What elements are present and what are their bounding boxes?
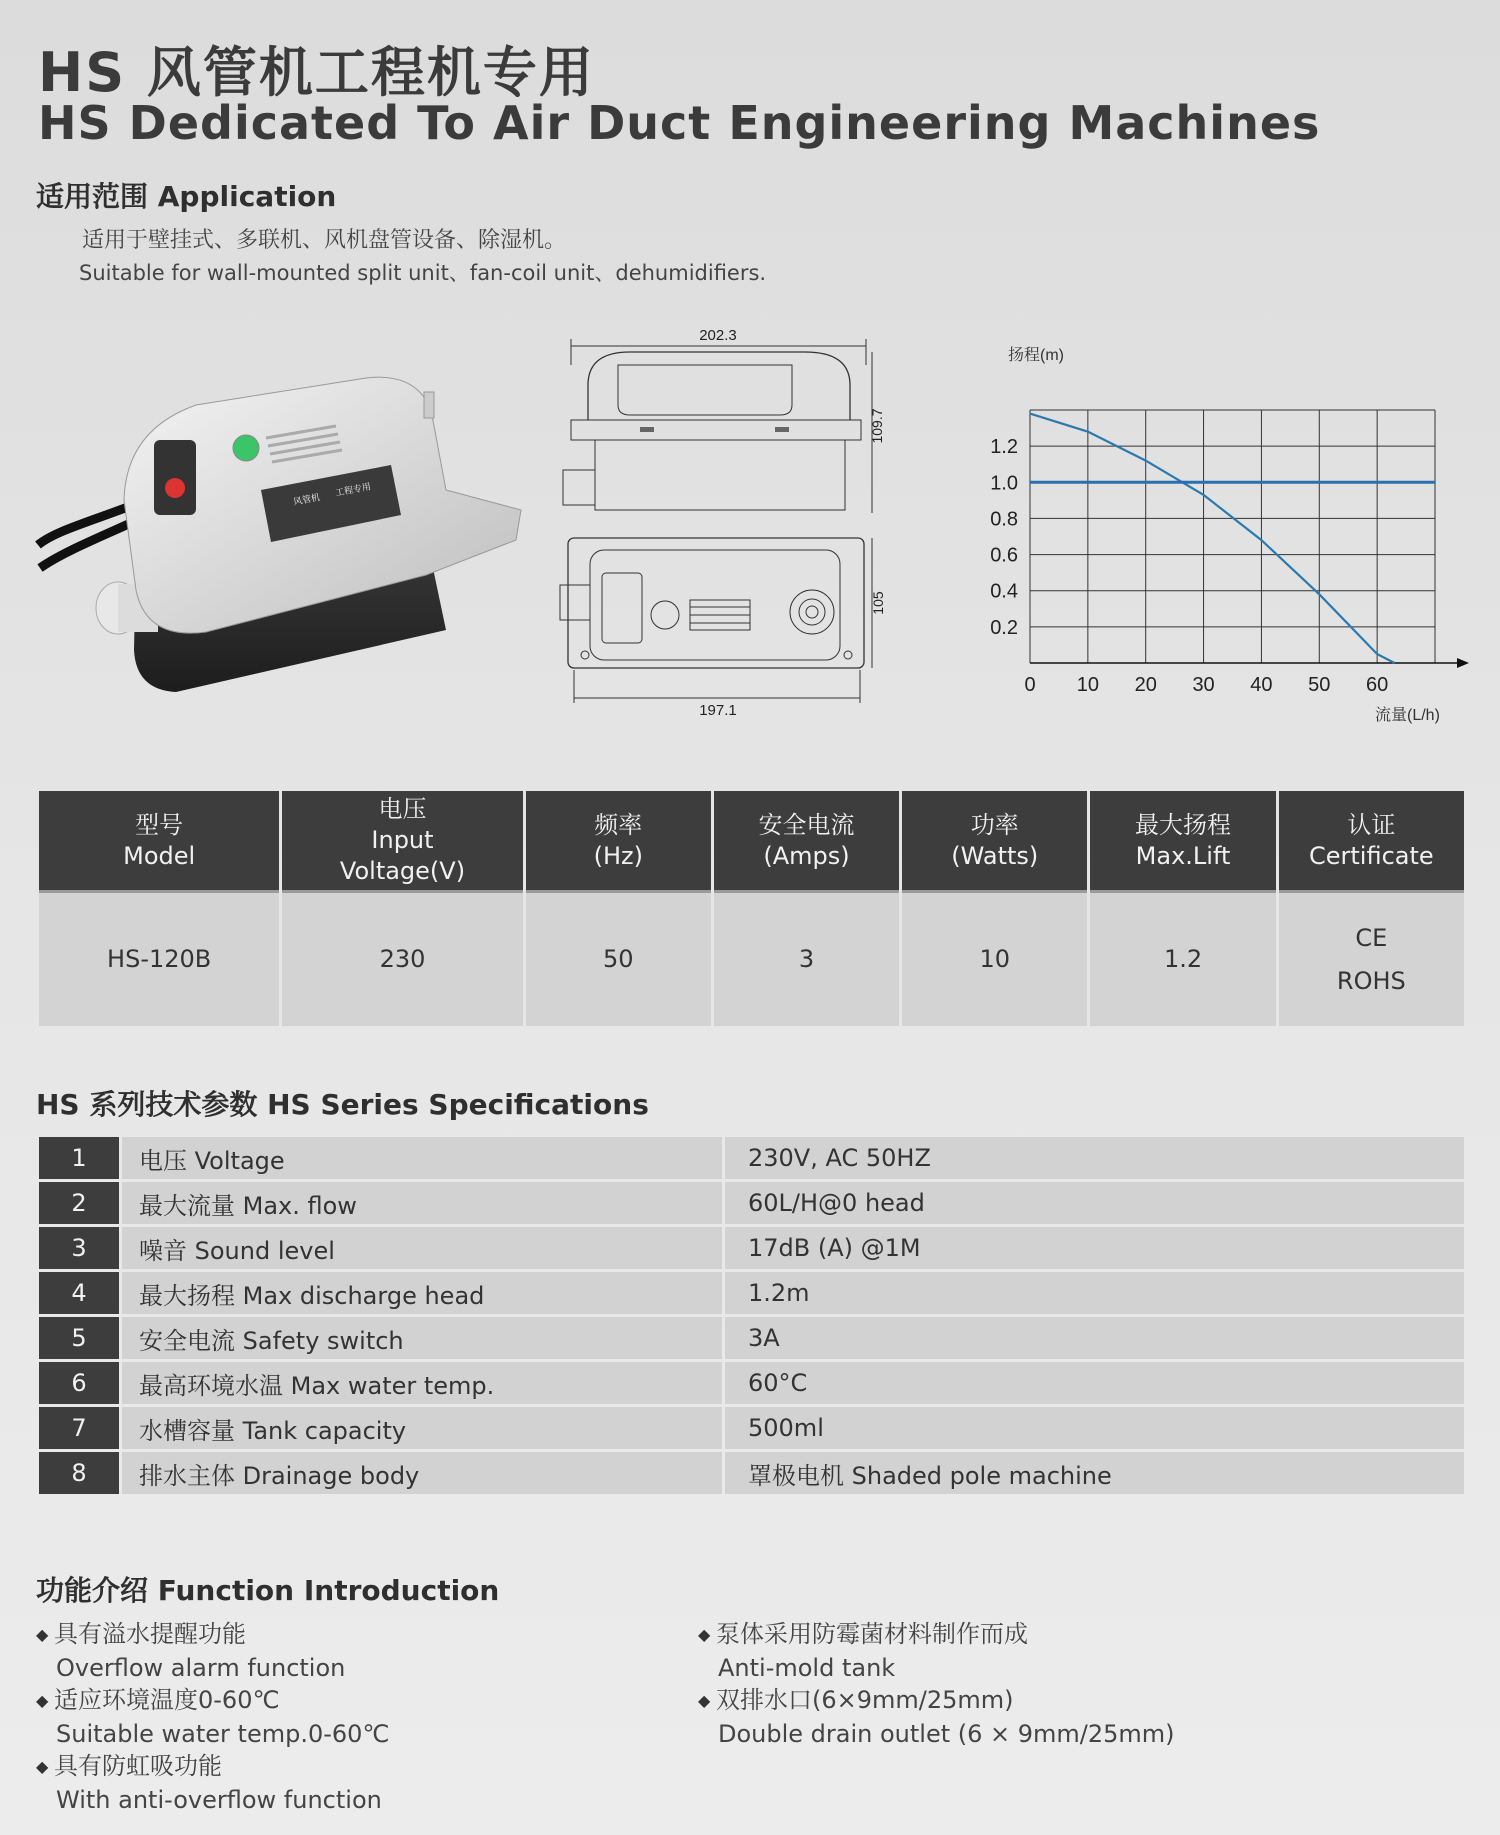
product-label-2: 工程专用 <box>334 482 372 499</box>
function-text-en: With anti-overflow function <box>56 1785 382 1814</box>
spec-row <box>39 1137 1464 1179</box>
y-tick-label: 0.8 <box>990 508 1018 531</box>
header-line: Max.Lift <box>1135 841 1231 870</box>
spec-value: 1.2m <box>725 1272 1464 1314</box>
y-tick-label: 0.2 <box>990 616 1018 639</box>
y-tick-label: 1.0 <box>990 472 1018 495</box>
x-tick-label: 20 <box>1134 674 1157 696</box>
spec-label: 电压 Voltage <box>122 1137 722 1179</box>
header-line: (Watts) <box>951 841 1039 870</box>
header-line: 电压 <box>378 795 427 823</box>
spec-row <box>39 1407 1464 1449</box>
product-image <box>36 370 526 700</box>
series-curve <box>1030 414 1395 663</box>
spec-label: 水槽容量 Tank capacity <box>122 1407 722 1449</box>
header-line: 型号 <box>135 810 184 839</box>
functions-heading: 功能介绍 Function Introduction <box>36 1574 500 1607</box>
function-text-cn: 适应环境温度0-60℃ <box>54 1686 280 1714</box>
x-tick-label: 0 <box>1024 674 1036 696</box>
spec-value: 500ml <box>725 1407 1464 1449</box>
page-title-en: HS Dedicated To Air Duct Engineering Machines <box>38 96 1321 150</box>
function-item <box>36 1618 389 1684</box>
spec-value: 罩极电机 Shaded pole machine <box>725 1452 1464 1494</box>
header-line: 认证 <box>1347 810 1396 839</box>
data-cell: 230 <box>282 893 522 1026</box>
x-tick-label: 60 <box>1366 674 1389 696</box>
function-text-en: Double drain outlet (6 × 9mm/25mm) <box>718 1719 1175 1748</box>
spec-table <box>36 1134 1467 1497</box>
x-tick-label: 40 <box>1250 674 1273 696</box>
header-line: Certificate <box>1308 841 1434 870</box>
spec-row <box>39 1452 1464 1494</box>
function-text-en: Anti-mold tank <box>718 1653 896 1682</box>
spec-num: 6 <box>39 1362 119 1404</box>
spec-value: 17dB (A) @1M <box>725 1227 1464 1269</box>
application-text-en: Suitable for wall-mounted split unit、fan-coil unit、dehumidifiers. <box>79 261 767 285</box>
chart-ticks <box>990 436 1388 696</box>
spec-row <box>39 1317 1464 1359</box>
spec-label: 最高环境水温 Max water temp. <box>122 1362 722 1404</box>
spec-num: 4 <box>39 1272 119 1314</box>
chart-ylabel: 扬程(m) <box>1008 347 1064 364</box>
function-text-cn: 泵体采用防霉菌材料制作而成 <box>716 1620 1028 1648</box>
header-line: Input <box>371 826 434 854</box>
spec-num: 8 <box>39 1452 119 1494</box>
model-table <box>36 791 1467 1026</box>
spec-num: 3 <box>39 1227 119 1269</box>
function-item <box>36 1684 389 1750</box>
spec-label: 安全电流 Safety switch <box>122 1317 722 1359</box>
bullet-icon: ◆ <box>36 1625 49 1644</box>
function-item <box>36 1750 389 1816</box>
header-line: (Amps) <box>763 841 850 870</box>
data-cell: 50 <box>526 893 711 1026</box>
data-cell: 3 <box>714 893 899 1026</box>
dim-width-bottom: 197.1 <box>699 702 737 719</box>
functions-left-column <box>36 1618 389 1816</box>
data-cell: 10 <box>902 893 1087 1026</box>
spec-row <box>39 1362 1464 1404</box>
spec-value: 230V, AC 50HZ <box>725 1137 1464 1179</box>
data-cell: HS-120B <box>39 893 279 1026</box>
spec-row <box>39 1227 1464 1269</box>
function-text-cn: 具有溢水提醒功能 <box>54 1620 246 1648</box>
header-line: Model <box>123 841 196 870</box>
bullet-icon: ◆ <box>36 1757 49 1776</box>
header-line: 安全电流 <box>758 810 855 839</box>
performance-chart <box>960 340 1480 740</box>
header-cell <box>1090 791 1275 893</box>
dim-height-side: 109.7 <box>869 408 885 444</box>
spec-num: 2 <box>39 1182 119 1224</box>
application-heading: 适用范围 Application <box>36 180 337 213</box>
spec-label: 排水主体 Drainage body <box>122 1452 722 1494</box>
specs-heading: HS 系列技术参数 HS Series Specifications <box>36 1088 649 1121</box>
y-tick-label: 0.4 <box>990 580 1018 603</box>
bullet-icon: ◆ <box>36 1691 49 1710</box>
header-cell <box>39 791 279 893</box>
function-text-cn: 双排水口(6×9mm/25mm) <box>716 1686 1014 1714</box>
spec-label: 噪音 Sound level <box>122 1227 722 1269</box>
chart-series <box>1030 414 1435 663</box>
product-label-1: 风管机 <box>292 492 322 508</box>
spec-value: 60L/H@0 head <box>725 1182 1464 1224</box>
header-line: Voltage(V) <box>339 857 466 885</box>
certificate-cell <box>1279 893 1464 1026</box>
dim-height-bottom: 105 <box>870 591 886 615</box>
data-cell: 1.2 <box>1090 893 1275 1026</box>
header-cell <box>1279 791 1464 893</box>
model-data-row <box>39 893 1464 1026</box>
x-tick-label: 30 <box>1192 674 1215 696</box>
header-line: 最大扬程 <box>1135 810 1232 839</box>
function-item <box>698 1684 1175 1750</box>
header-cell <box>526 791 711 893</box>
spec-value: 60°C <box>725 1362 1464 1404</box>
application-text-cn: 适用于壁挂式、多联机、风机盘管设备、除湿机。 <box>82 228 567 253</box>
x-tick-label: 10 <box>1076 674 1099 696</box>
header-line: 功率 <box>970 810 1019 839</box>
model-header-row <box>39 791 1464 893</box>
header-cell <box>714 791 899 893</box>
function-text-en: Overflow alarm function <box>56 1653 346 1682</box>
function-item <box>698 1618 1175 1684</box>
header-line: 频率 <box>594 810 643 839</box>
spec-label: 最大扬程 Max discharge head <box>122 1272 722 1314</box>
x-axis-arrow <box>1457 658 1469 668</box>
header-cell <box>282 791 522 893</box>
chart-xlabel: 流量(L/h) <box>1375 707 1440 724</box>
spec-row <box>39 1272 1464 1314</box>
y-tick-label: 1.2 <box>990 436 1018 459</box>
functions-right-column <box>698 1618 1175 1750</box>
spec-num: 5 <box>39 1317 119 1359</box>
dimension-drawing <box>560 325 886 720</box>
spec-num: 1 <box>39 1137 119 1179</box>
page-title-cn: HS 风管机工程机专用 <box>38 41 595 104</box>
dim-width-top: 202.3 <box>699 327 737 344</box>
header-line: (Hz) <box>593 841 643 870</box>
chart-grid <box>1030 410 1469 668</box>
spec-row <box>39 1182 1464 1224</box>
certificate-item: ROHS <box>1336 966 1406 995</box>
certificate-item: CE <box>1355 923 1388 952</box>
header-cell <box>902 791 1087 893</box>
x-tick-label: 50 <box>1308 674 1331 696</box>
spec-num: 7 <box>39 1407 119 1449</box>
bullet-icon: ◆ <box>698 1625 711 1644</box>
spec-value: 3A <box>725 1317 1464 1359</box>
spec-label: 最大流量 Max. flow <box>122 1182 722 1224</box>
bullet-icon: ◆ <box>698 1691 711 1710</box>
function-text-cn: 具有防虹吸功能 <box>54 1752 222 1780</box>
function-text-en: Suitable water temp.0-60℃ <box>56 1719 390 1748</box>
y-tick-label: 0.6 <box>990 544 1018 567</box>
